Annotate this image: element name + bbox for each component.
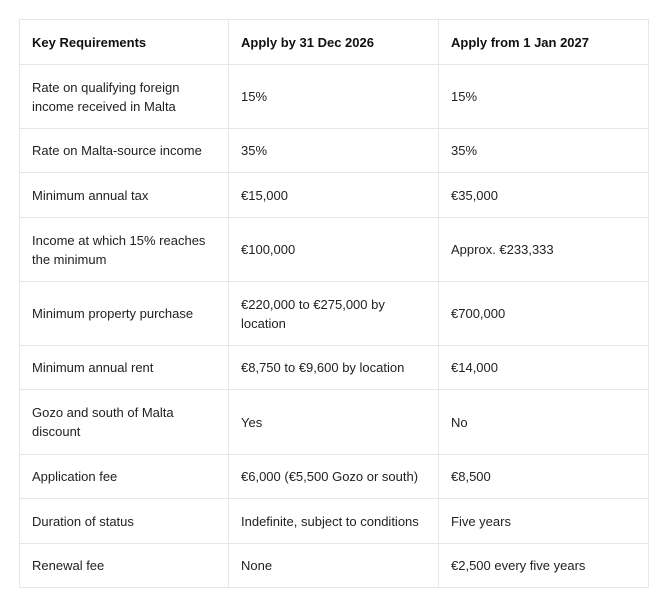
requirement-cell: Duration of status [20,499,229,544]
table-row [20,173,649,218]
table-row [20,129,649,173]
requirements-table [19,19,649,588]
table-row [20,218,649,282]
value-2027-cell: Five years [439,499,649,544]
value-2026-cell: None [229,544,439,588]
requirement-cell: Renewal fee [20,544,229,588]
table-header-row [20,20,649,65]
value-2027-cell: 15% [439,65,649,129]
value-2027-cell: 35% [439,129,649,173]
table-row [20,65,649,129]
value-2027-cell: No [439,390,649,455]
table-row [20,544,649,588]
value-2027-cell: €35,000 [439,173,649,218]
value-2027-cell: Approx. €233,333 [439,218,649,282]
value-2026-cell: €8,750 to €9,600 by location [229,346,439,390]
requirement-cell: Rate on qualifying foreign income received in Malta [20,65,229,129]
value-2027-cell: €2,500 every five years [439,544,649,588]
value-2026-cell: €220,000 to €275,000 by location [229,282,439,346]
header-key-requirements: Key Requirements [20,20,229,65]
value-2026-cell: 35% [229,129,439,173]
value-2026-cell: 15% [229,65,439,129]
requirement-cell: Income at which 15% reaches the minimum [20,218,229,282]
requirement-cell: Application fee [20,455,229,499]
table-row [20,282,649,346]
value-2026-cell: Indefinite, subject to conditions [229,499,439,544]
requirement-cell: Rate on Malta-source income [20,129,229,173]
table-row [20,346,649,390]
value-2027-cell: €8,500 [439,455,649,499]
value-2026-cell: Yes [229,390,439,455]
header-apply-from-2027: Apply from 1 Jan 2027 [439,20,649,65]
value-2027-cell: €700,000 [439,282,649,346]
table-row [20,499,649,544]
table-row [20,455,649,499]
requirement-cell: Minimum annual rent [20,346,229,390]
value-2026-cell: €100,000 [229,218,439,282]
value-2026-cell: €6,000 (€5,500 Gozo or south) [229,455,439,499]
header-apply-by-2026: Apply by 31 Dec 2026 [229,20,439,65]
value-2027-cell: €14,000 [439,346,649,390]
value-2026-cell: €15,000 [229,173,439,218]
requirement-cell: Gozo and south of Malta discount [20,390,229,455]
requirements-table-container [19,19,648,588]
requirement-cell: Minimum property purchase [20,282,229,346]
table-row [20,390,649,455]
requirement-cell: Minimum annual tax [20,173,229,218]
